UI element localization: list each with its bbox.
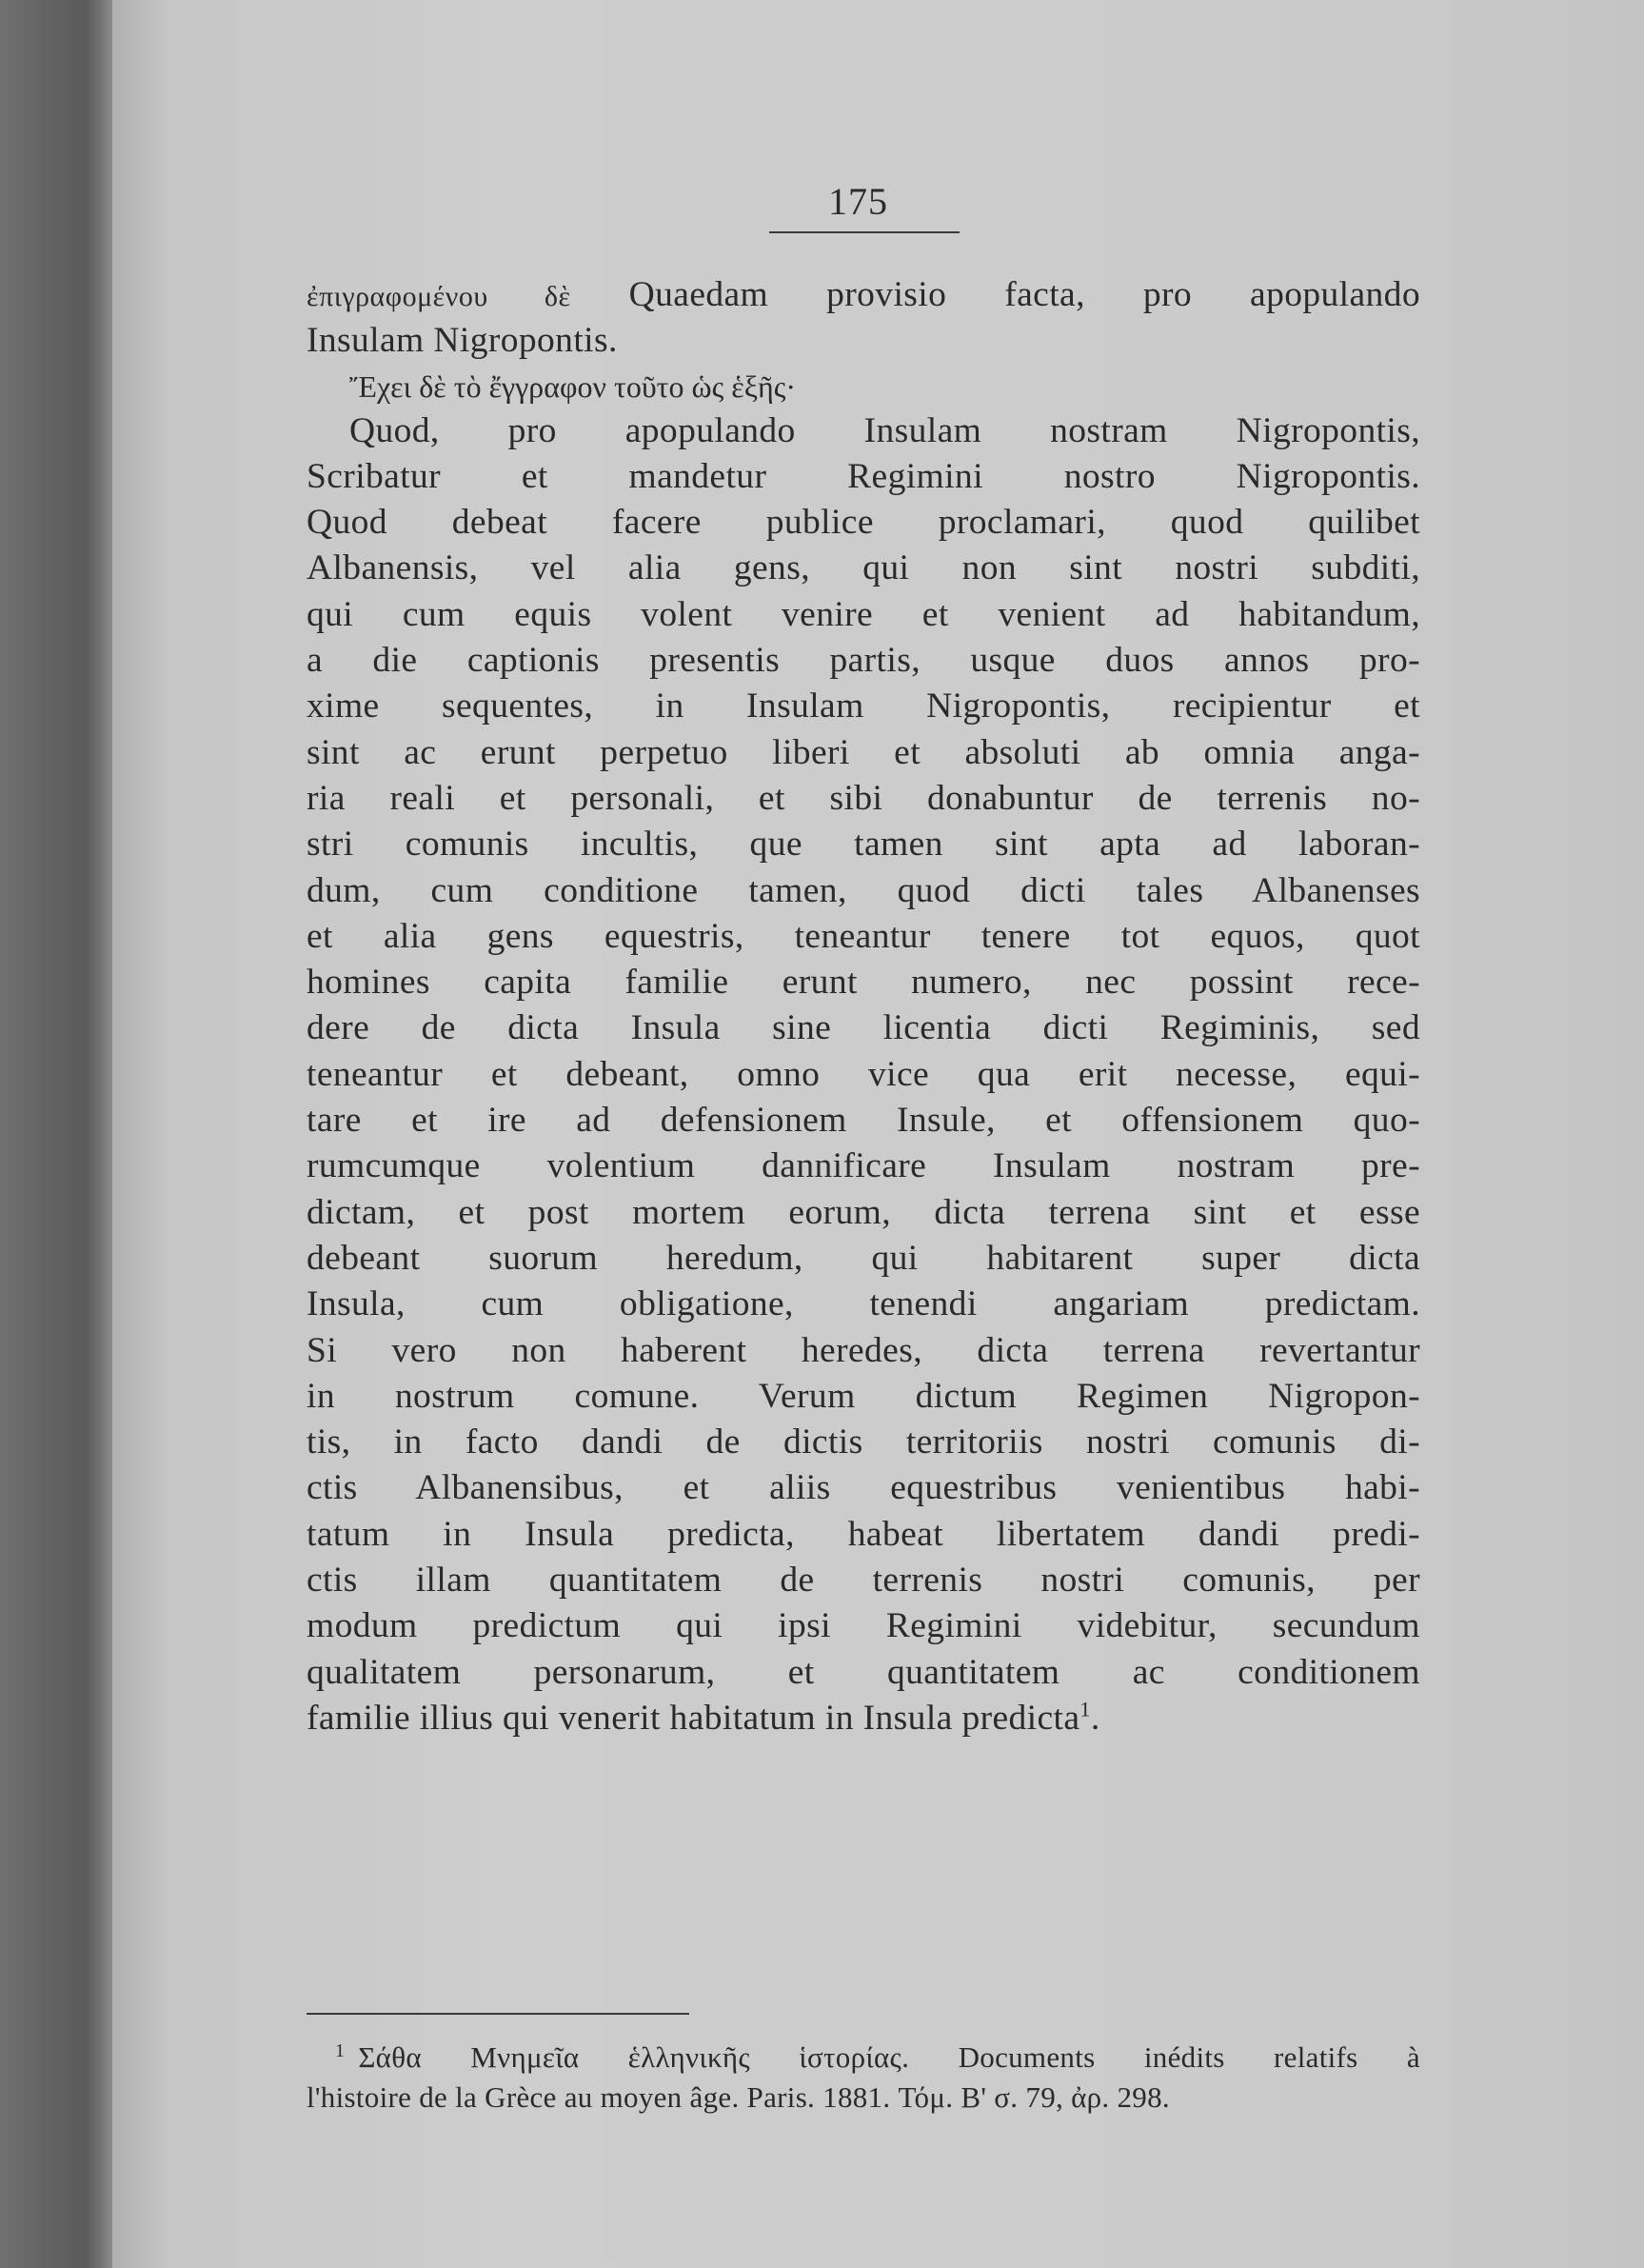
sentence-period: . [1090,1698,1100,1738]
body-line: Albanensis, vel alia gens, qui non sint nostri subditi, [307,548,1420,588]
body-line: Insula, cum obligatione, tenendi angariam predictam. [307,1284,1420,1324]
body-line: tis, in facto dandi de dictis territoriis nostri comunis di- [307,1422,1420,1462]
intro-title-line [307,272,1420,318]
body-line: et alia gens equestris, teneantur tenere tot equos, quot [307,916,1420,956]
footnote-line: l'histoire de la Grèce au moyen âge. Paris. 1881. Τόμ. Β' σ. 79, ἀρ. 298. [307,2080,1170,2114]
body-line: xime sequentes, in Insulam Nigropontis, recipientur et [307,686,1420,726]
body-line: Si vero non haberent heredes, dicta terrena revertantur [307,1330,1420,1370]
body-line: modum predictum qui ipsi Regimini videbitur, secundum [307,1606,1420,1646]
body-line: dum, cum conditione tamen, quod dicti tales Albanenses [307,870,1420,910]
footnote-reference: 1 [1079,1697,1091,1721]
body-line-text: familie illius qui venerit habitatum in Insula predicta [307,1698,1080,1738]
title-text: Quaedam provisio facta, pro apopulando [628,275,1420,314]
body-line: a die captionis presentis partis, usque duos annos pro- [307,641,1420,681]
body-line: debeant suorum heredum, qui habitarent super dicta [307,1238,1420,1278]
body-line: tare et ire ad defensionem Insule, et offensionem quo- [307,1101,1420,1141]
intro-title-line: Insulam Nigropontis. [307,321,618,361]
footnote-text: Σάθα Μνημεῖα ἑλληνικῆς ἱστορίας. Documents inédits relatifs à [358,2040,1420,2074]
body-line: ctis Albanensibus, et aliis equestribus venientibus habi- [307,1468,1420,1508]
page-number: 175 [828,180,888,223]
body-line: rumcumque volentium dannificare Insulam nostram pre- [307,1146,1420,1186]
footnote-rule [307,2013,689,2015]
footnotes [307,2038,1420,2118]
body-line: dere de dicta Insula sine licentia dicti Regiminis, sed [307,1008,1420,1048]
body-line: Quod debeat facere publice proclamari, quod quilibet [307,503,1420,543]
body-line: qualitatem personarum, et quantitatem ac conditionem [307,1652,1420,1692]
body-line: sint ac erunt perpetuo liberi et absoluti ab omnia anga- [307,732,1420,772]
page-number-rule [769,231,960,233]
body-line: qui cum equis volent venire et venient ad habitandum, [307,594,1420,634]
body-line: stri comunis incultis, que tamen sint apta ad laboran- [307,825,1420,865]
body-line: tatum in Insula predicta, habeat libertatem dandi predi- [307,1514,1420,1554]
body-line: homines capita familie erunt numero, nec possint rece- [307,963,1420,1003]
body-line: ctis illam quantitatem de terrenis nostri comunis, per [307,1561,1420,1601]
body-line: in nostrum comune. Verum dictum Regimen Nigropon- [307,1376,1420,1416]
body-line: teneantur et debeant, omno vice qua erit necesse, equi- [307,1054,1420,1094]
main-text [307,272,1420,1741]
body-line: Scribatur et mandetur Regimini nostro Nigropontis. [307,456,1420,496]
document-body [307,408,1420,1742]
greek-prefix: ἐπιγραφομένου δὲ [307,281,571,312]
body-line [307,1696,1420,1741]
body-line: dictam, et post mortem eorum, dicta terrena sint et esse [307,1192,1420,1232]
footnote-line [307,2038,1420,2078]
body-line: ria reali et personali, et sibi donabuntur de terrenis no- [307,778,1420,818]
footnote-mark: 1 [335,2039,346,2061]
body-line: Quod, pro apopulando Insulam nostram Nigropontis, [349,410,1420,450]
greek-intro-line: Ἔχει δὲ τὸ ἔγγραφον τοῦτο ὡς ἑξῆς· [349,368,797,404]
